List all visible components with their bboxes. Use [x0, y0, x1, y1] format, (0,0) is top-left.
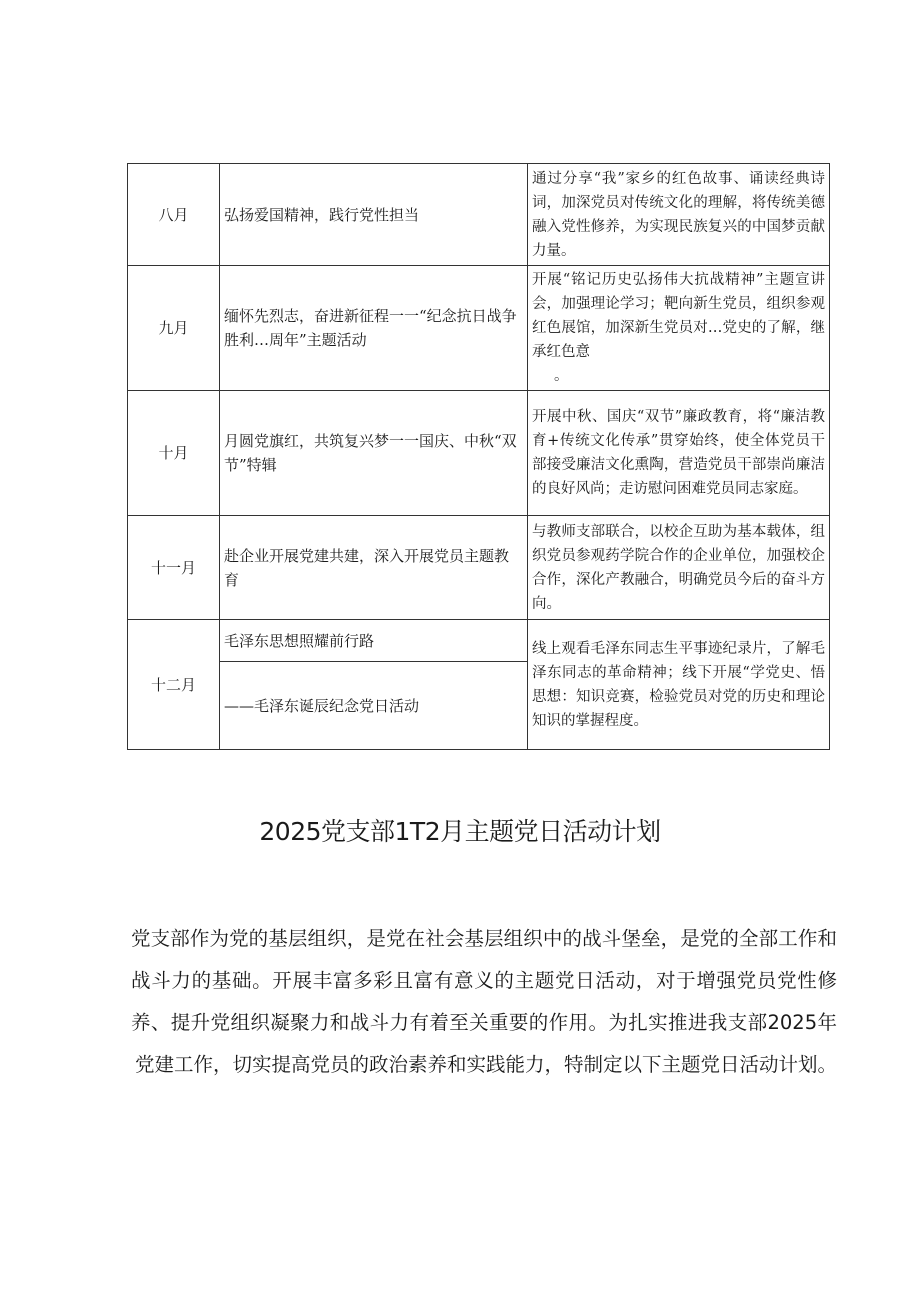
content-cell: 与教师支部联合，以校企互助为基本载体，组织党员参观药学院合作的企业单位，加强校企合作，深化产教融合，明确党员今后的奋斗方向。	[528, 516, 830, 620]
month-cell: 十一月	[128, 516, 220, 620]
theme-cell: 月圆党旗红，共筑复兴梦一一国庆、中秋“双节”特辑	[220, 391, 528, 516]
content-cell: 开展中秋、国庆“双节”廉政教育，将“廉洁教育+传统文化传承”贯穿始终，使全体党员干部接受廉洁文化熏陶，营造党员干部崇尚廉洁的良好风尚；走访慰问困难党员同志家庭。	[528, 391, 830, 516]
table-row	[128, 516, 830, 620]
theme-cell: 赴企业开展党建共建，深入开展党员主题教育	[220, 516, 528, 620]
month-cell: 八月	[128, 164, 220, 266]
month-cell: 十月	[128, 391, 220, 516]
table-row	[128, 391, 830, 516]
theme-cell: ——毛泽东诞辰纪念党日活动	[220, 662, 528, 750]
table-row	[128, 164, 830, 266]
activity-plan-table	[127, 163, 830, 750]
month-cell: 十二月	[128, 620, 220, 750]
month-cell: 九月	[128, 266, 220, 391]
theme-cell: 毛泽东思想照耀前行路	[220, 620, 528, 662]
document-title: 2025党支部1T2月主题党日活动计划	[259, 817, 661, 846]
content-text: 开展“铭记历史弘扬伟大抗战精神”主题宣讲会，加强理论学习；靶向新生党员，组织参观红色展馆，加深新生党员对…党史的了解，继承红色意	[532, 272, 825, 360]
table-row	[128, 266, 830, 391]
intro-paragraph: 党支部作为党的基层组织，是党在社会基层组织中的战斗堡垒，是党的全部工作和战斗力的基础。开展丰富多彩且富有意义的主题党日活动，对于增强党员党性修养、提升党组织凝聚力和战斗力有着至关重要的作用。为扎实推进我支部2025年党建工作，切实提高党员的政治素养和实践能力，特制定以下主题党日活动计划。	[131, 927, 837, 1076]
content-cell	[528, 266, 830, 391]
content-cell: 线上观看毛泽东同志生平事迹纪录片，了解毛泽东同志的革命精神；线下开展“学党史、悟思想：知识竞赛，检验党员对党的历史和理论知识的掌握程度。	[528, 620, 830, 750]
theme-cell: 缅怀先烈志，奋进新征程一一“纪念抗日战争胜利…周年”主题活动	[220, 266, 528, 391]
table-row	[128, 620, 830, 662]
theme-cell: 弘扬爱国精神，践行党性担当	[220, 164, 528, 266]
content-cell: 通过分享“我”家乡的红色故事、诵读经典诗词，加深党员对传统文化的理解，将传统美德融入党性修养，为实现民族复兴的中国梦贡献力量。	[528, 164, 830, 266]
content-tail: 。	[554, 368, 569, 384]
